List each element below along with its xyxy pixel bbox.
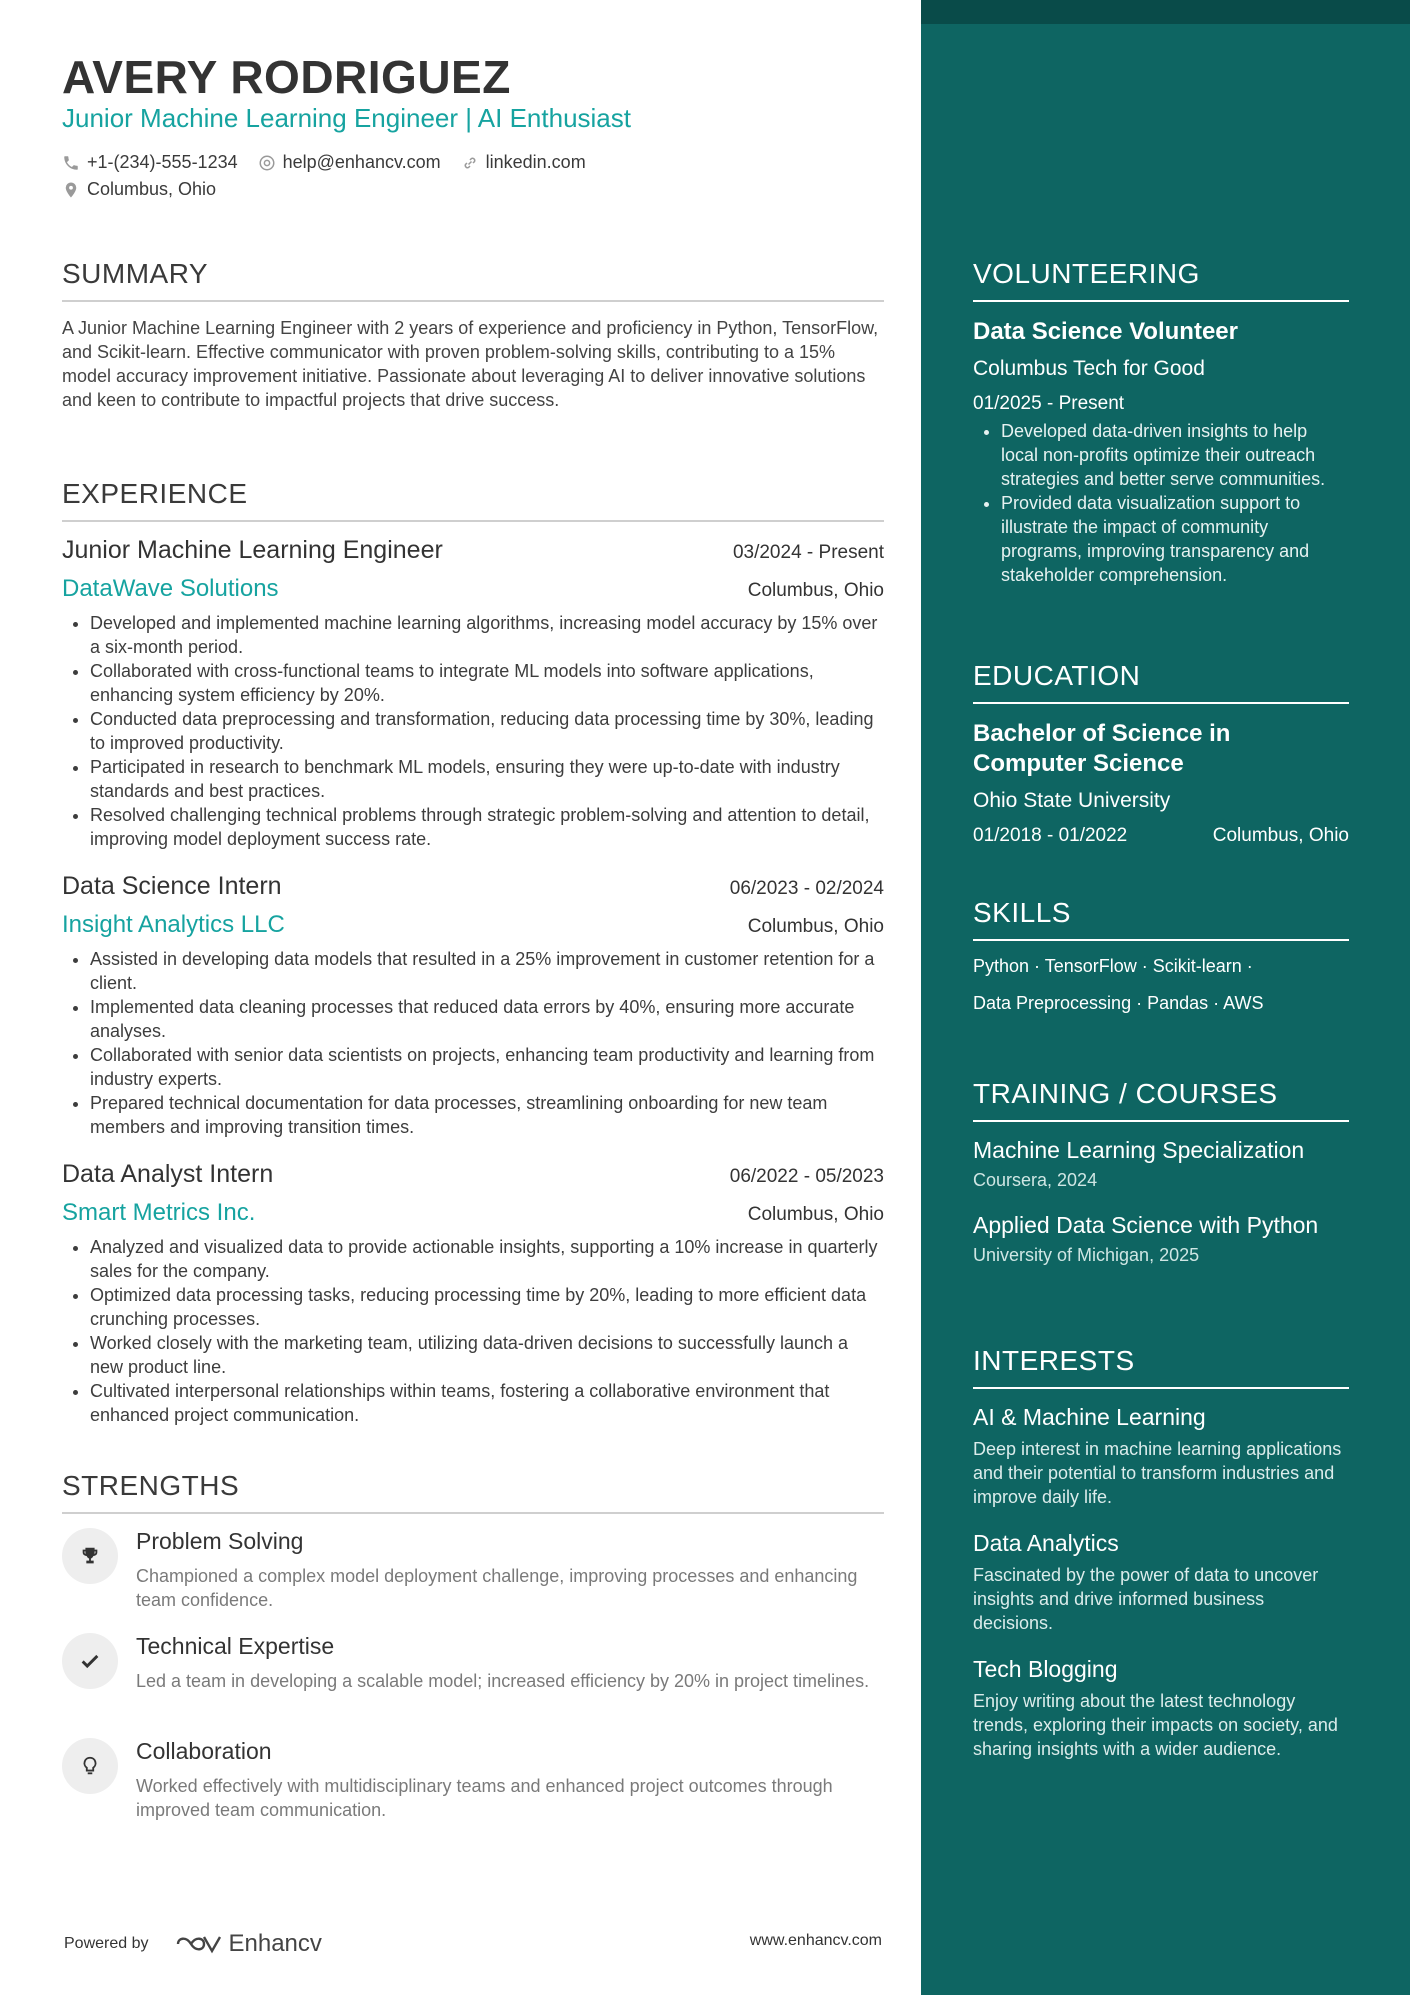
job-company[interactable]: Insight Analytics LLC — [62, 911, 285, 938]
job-company[interactable]: DataWave Solutions — [62, 575, 279, 602]
enhancv-logo-icon — [175, 1931, 223, 1957]
interest-desc: Deep interest in machine learning applications and their potential to transform industries and improve daily life. — [973, 1439, 1342, 1507]
school: Ohio State University — [973, 789, 1171, 812]
phone-text: +1-(234)-555-1234 — [87, 152, 238, 172]
job-title: Data Science Intern — [62, 872, 282, 900]
job-bullets — [62, 947, 884, 1139]
list-item: • Optimized data processing tasks, reducing processing time by 20%, leading to more efficient data crunching processes. — [90, 1283, 884, 1331]
volunteering-heading: VOLUNTEERING — [973, 258, 1349, 302]
job-title: Data Analyst Intern — [62, 1160, 274, 1188]
sidebar-top-bar — [921, 0, 1410, 24]
link-icon — [461, 154, 479, 172]
lightbulb-icon — [62, 1738, 118, 1794]
candidate-name: AVERY RODRIGUEZ — [62, 51, 511, 103]
training-list — [973, 1136, 1349, 1266]
email-text: help@enhancv.com — [282, 152, 441, 172]
volunteer-dates: 01/2025 - Present — [973, 393, 1125, 414]
contact-linkedin[interactable] — [461, 152, 586, 173]
contact-email[interactable] — [258, 152, 441, 173]
course-provider: University of Michigan, 2025 — [973, 1245, 1200, 1265]
location-pin-icon — [62, 180, 80, 200]
summary-text: A Junior Machine Learning Engineer with 2 years of experience and proficiency in Python, TensorFlow, and Scikit-learn. Effective communicator with proven problem-solving skills, contributing to a 15% model accuracy improvement initiative. Passionate about leveraging AI to deliver innovative solutions and keen to contribute to impactful projects that drive success. — [62, 318, 879, 410]
list-item: • Assisted in developing data models that resulted in a 25% improvement in customer retention for a client. — [90, 947, 884, 995]
job-dates: 06/2023 - 02/2024 — [729, 878, 884, 899]
list-item: • Collaborated with senior data scientists on projects, enhancing team productivity and learning from industry experts. — [90, 1043, 884, 1091]
degree: Bachelor of Science in Computer Science — [973, 720, 1231, 777]
interest-name: Data Analytics — [973, 1530, 1119, 1556]
list-item: • Resolved challenging technical problems through strategic problem-solving and attention to detail, improving model deployment success rate. — [90, 803, 884, 851]
candidate-headline: Junior Machine Learning Engineer | AI Enthusiast — [62, 103, 631, 133]
skills-heading: SKILLS — [973, 897, 1349, 941]
interest-name: AI & Machine Learning — [973, 1404, 1206, 1430]
job-dates: 06/2022 - 05/2023 — [729, 1166, 884, 1187]
strength-title: Technical Expertise — [136, 1633, 335, 1659]
contact-phone — [62, 152, 238, 173]
list-item: • Analyzed and visualized data to provide actionable insights, supporting a 10% increase in quarterly sales for the company. — [90, 1235, 884, 1283]
list-item: • Worked closely with the marketing team, utilizing data-driven decisions to successfully launch a new product line. — [90, 1331, 884, 1379]
course-provider: Coursera, 2024 — [973, 1170, 1098, 1190]
location-text: Columbus, Ohio — [87, 179, 217, 199]
volunteer-role: Data Science Volunteer — [973, 318, 1238, 345]
powered-by — [64, 1930, 322, 1958]
list-item: • Participated in research to benchmark ML models, ensuring they were up-to-date with industry standards and best practices. — [90, 755, 884, 803]
job-location: Columbus, Ohio — [747, 916, 884, 937]
skills-line: Data Preprocessing · Pandas · AWS — [973, 993, 1264, 1013]
list-item: • Conducted data preprocessing and transformation, reducing data processing time by 30%, leading to improved productivity. — [90, 707, 884, 755]
job-entry — [62, 1160, 884, 1427]
strength-desc: Worked effectively with multidisciplinary teams and enhanced project outcomes through improved team communication. — [136, 1776, 833, 1820]
interest-desc: Fascinated by the power of data to uncover insights and drive informed business decisions. — [973, 1565, 1319, 1633]
strength-desc: Led a team in developing a scalable model; increased efficiency by 20% in project timelines. — [136, 1671, 870, 1691]
volunteering-entry — [973, 317, 1349, 587]
strength-desc: Championed a complex model deployment challenge, improving processes and enhancing team confidence. — [136, 1566, 858, 1610]
contact-location — [62, 179, 216, 200]
powered-by-label: Powered by — [64, 1935, 149, 1952]
interests-heading: INTERESTS — [973, 1345, 1349, 1389]
job-dates: 03/2024 - Present — [732, 542, 884, 563]
brand-name: Enhancv — [228, 1930, 322, 1957]
list-item: • Collaborated with cross-functional teams to integrate ML models into software applications, enhancing system efficiency by 20%. — [90, 659, 884, 707]
education-entry — [973, 719, 1349, 847]
sidebar — [921, 0, 1410, 1995]
list-item: • Developed and implemented machine learning algorithms, increasing model accuracy by 15% over a six-month period. — [90, 611, 884, 659]
strength-title: Collaboration — [136, 1738, 272, 1764]
training-heading: TRAINING / COURSES — [973, 1078, 1349, 1122]
list-item: • Implemented data cleaning processes that reduced data errors by 40%, ensuring more accurate analyses. — [90, 995, 884, 1043]
contact-row — [62, 152, 606, 173]
volunteer-bullets — [973, 419, 1349, 587]
trophy-icon — [62, 1528, 118, 1584]
strength-title: Problem Solving — [136, 1528, 304, 1554]
interest-name: Tech Blogging — [973, 1656, 1118, 1682]
education-dates: 01/2018 - 01/2022 — [973, 825, 1128, 846]
job-title: Junior Machine Learning Engineer — [62, 536, 443, 564]
job-entry — [62, 536, 884, 851]
interest-desc: Enjoy writing about the latest technology trends, exploring their impacts on society, and sharing insights with a wider audience. — [973, 1691, 1338, 1759]
linkedin-text: linkedin.com — [485, 152, 586, 172]
interests-list — [973, 1403, 1349, 1761]
skills-line: Python · TensorFlow · Scikit-learn · — [973, 956, 1253, 976]
job-location: Columbus, Ohio — [747, 1204, 884, 1225]
list-item: • Provided data visualization support to illustrate the impact of community programs, improving transparency and stakeholder comprehension. — [1001, 491, 1349, 587]
education-location: Columbus, Ohio — [1212, 825, 1349, 846]
skills-list — [973, 956, 1349, 1014]
education-heading: EDUCATION — [973, 660, 1349, 704]
brand-logo[interactable] — [175, 1930, 322, 1958]
course-name: Applied Data Science with Python — [973, 1212, 1319, 1238]
check-icon — [62, 1633, 118, 1689]
job-entry — [62, 872, 884, 1139]
list-item: • Cultivated interpersonal relationships within teams, fostering a collaborative environment that enhanced project communication. — [90, 1379, 884, 1427]
job-bullets — [62, 611, 884, 851]
course-name: Machine Learning Specialization — [973, 1137, 1305, 1163]
job-location: Columbus, Ohio — [747, 580, 884, 601]
experience-heading: EXPERIENCE — [62, 478, 884, 522]
volunteer-org: Columbus Tech for Good — [973, 357, 1205, 380]
at-icon — [258, 154, 276, 172]
strengths-heading: STRENGTHS — [62, 1470, 884, 1514]
list-item: • Developed data-driven insights to help local non-profits optimize their outreach strategies and better serve communities. — [1001, 419, 1349, 491]
job-bullets — [62, 1235, 884, 1427]
summary-heading: SUMMARY — [62, 258, 884, 302]
site-link[interactable]: www.enhancv.com — [749, 1932, 882, 1949]
job-company[interactable]: Smart Metrics Inc. — [62, 1199, 256, 1226]
location-row — [62, 179, 236, 200]
phone-icon — [62, 154, 80, 172]
list-item: • Prepared technical documentation for data processes, streamlining onboarding for new team members and improving transition times. — [90, 1091, 884, 1139]
